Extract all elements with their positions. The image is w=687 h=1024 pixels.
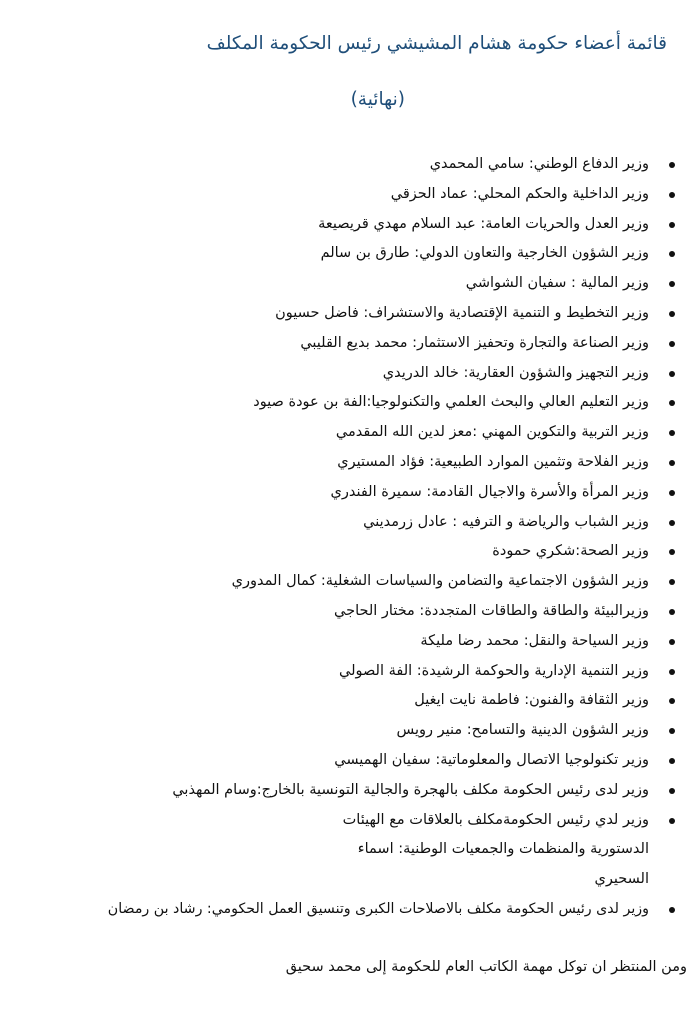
list-item [0, 746, 677, 776]
list-item-text: وزير لدى رئيس الحكومة مكلف بالاصلاحات الكبرى وتنسيق العمل الحكومي: رشاد بن رمضان [107, 900, 649, 917]
list-item [0, 329, 677, 359]
bullet-icon [669, 222, 675, 228]
bullet-icon [669, 192, 675, 198]
list-item-text: وزير الشباب والرياضة و الترفيه : عادل زرمديني [363, 513, 649, 530]
list-item-text: وزير الشؤون الدينية والتسامح: منير رويس [396, 722, 649, 739]
list-item [0, 806, 677, 836]
bullet-icon [669, 728, 675, 734]
bullet-icon [669, 788, 675, 794]
list-item-text: وزير الدفاع الوطني: سامي المحمدي [429, 156, 649, 172]
list-item [0, 150, 677, 180]
list-item [0, 776, 677, 806]
bullet-icon [669, 162, 675, 168]
list-item [0, 359, 677, 389]
list-item [0, 686, 677, 716]
list-item [0, 657, 677, 687]
list-item [0, 567, 677, 597]
list-item [0, 448, 677, 478]
bullet-icon [669, 758, 675, 764]
list-item [0, 716, 677, 746]
list-item-text: وزير التجهيز والشؤون العقارية: خالد الدريدي [382, 364, 649, 381]
bullet-icon [669, 251, 675, 257]
list-item [0, 418, 677, 448]
bullet-icon [669, 549, 675, 555]
list-item-text: وزير الفلاحة وتثمين الموارد الطبيعية: فؤاد المستيري [337, 453, 649, 470]
list-item-text: وزير العدل والحريات العامة: عبد السلام مهدي قريصيعة [318, 215, 649, 232]
list-item-text: وزير لدي رئيس الحكومةمكلف بالعلاقات مع الهيئات [342, 811, 649, 828]
bullet-icon [669, 311, 675, 317]
list-item-text: وزير التنمية الإدارية والحوكمة الرشيدة: الفة الصولي [338, 662, 649, 679]
list-item [0, 537, 677, 567]
document-subtitle: (نهائية) [350, 89, 405, 110]
list-item-text: الدستورية والمنظمات والجمعيات الوطنية: اسماء [357, 841, 649, 858]
bullet-icon [669, 907, 675, 913]
ministers-list [0, 150, 677, 925]
list-item-text: وزير تكنولوجيا الاتصال والمعلوماتية: سفيان الهميسي [334, 751, 649, 768]
list-item-text: وزير الشؤون الاجتماعية والتضامن والسياسات الشغلية: كمال المدوري [231, 573, 649, 590]
list-item [0, 299, 677, 329]
bullet-icon [669, 520, 675, 526]
bullet-icon [669, 818, 675, 824]
bullet-icon [669, 281, 675, 287]
list-item [0, 508, 677, 538]
list-item [0, 180, 677, 210]
list-item-text: وزير الصناعة والتجارة وتحفيز الاستثمار: محمد بديع القليبي [300, 334, 649, 351]
bullet-icon [669, 400, 675, 406]
list-item-text: السحيري [594, 871, 649, 888]
list-item [0, 895, 677, 925]
list-item [0, 388, 677, 418]
list-item-text: وزير الثقافة والفنون: فاطمة نايت ايغيل [414, 692, 649, 709]
bullet-icon [669, 460, 675, 466]
list-item-text: وزير المرأة والأسرة والاجيال القادمة: سميرة الفندري [330, 483, 649, 500]
list-item [0, 627, 677, 657]
list-item-text: وزير السياحة والنقل: محمد رضا مليكة [420, 632, 649, 649]
list-item [0, 597, 677, 627]
list-item-text: وزير التخطيط و التنمية الإقتصادية والاستشراف: فاضل حسيون [275, 304, 649, 321]
list-item-text: وزير التربية والتكوين المهني :معز لدين الله المقدمي [335, 424, 649, 441]
list-item [0, 269, 677, 299]
list-item-text: وزير الصحة:شكري حمودة [492, 543, 649, 560]
list-item [0, 210, 677, 240]
bullet-icon [669, 371, 675, 377]
list-item-text: وزير لدى رئيس الحكومة مكلف بالهجرة والجالية التونسية بالخارج:وسام المهذبي [172, 781, 649, 798]
list-item-text: وزير التعليم العالي والبحث العلمي والتكنولوجيا:الفة بن عودة صيود [253, 394, 649, 411]
bullet-icon [669, 430, 675, 436]
document-title: قائمة أعضاء حكومة هشام المشيشي رئيس الحكومة المكلف [206, 33, 667, 54]
footer-note: ومن المنتظر ان توكل مهمة الكاتب العام للحكومة إلى محمد سحيق [285, 959, 687, 975]
list-item-text: وزير المالية : سفيان الشواشي [465, 275, 649, 292]
list-item-text: وزير الداخلية والحكم المحلي: عماد الحزقي [390, 185, 649, 202]
list-item-text: وزيرالبيئة والطاقة والطاقات المتجددة: مختار الحاجي [334, 602, 649, 619]
bullet-icon [669, 609, 675, 615]
bullet-icon [669, 490, 675, 496]
list-item-continuation [0, 865, 677, 895]
bullet-icon [669, 698, 675, 704]
bullet-icon [669, 579, 675, 585]
bullet-icon [669, 341, 675, 347]
list-item-text: وزير الشؤون الخارجية والتعاون الدولي: طارق بن سالم [320, 245, 649, 262]
bullet-icon [669, 669, 675, 675]
bullet-icon [669, 639, 675, 645]
list-item-continuation [0, 835, 677, 865]
list-item [0, 239, 677, 269]
list-item [0, 478, 677, 508]
